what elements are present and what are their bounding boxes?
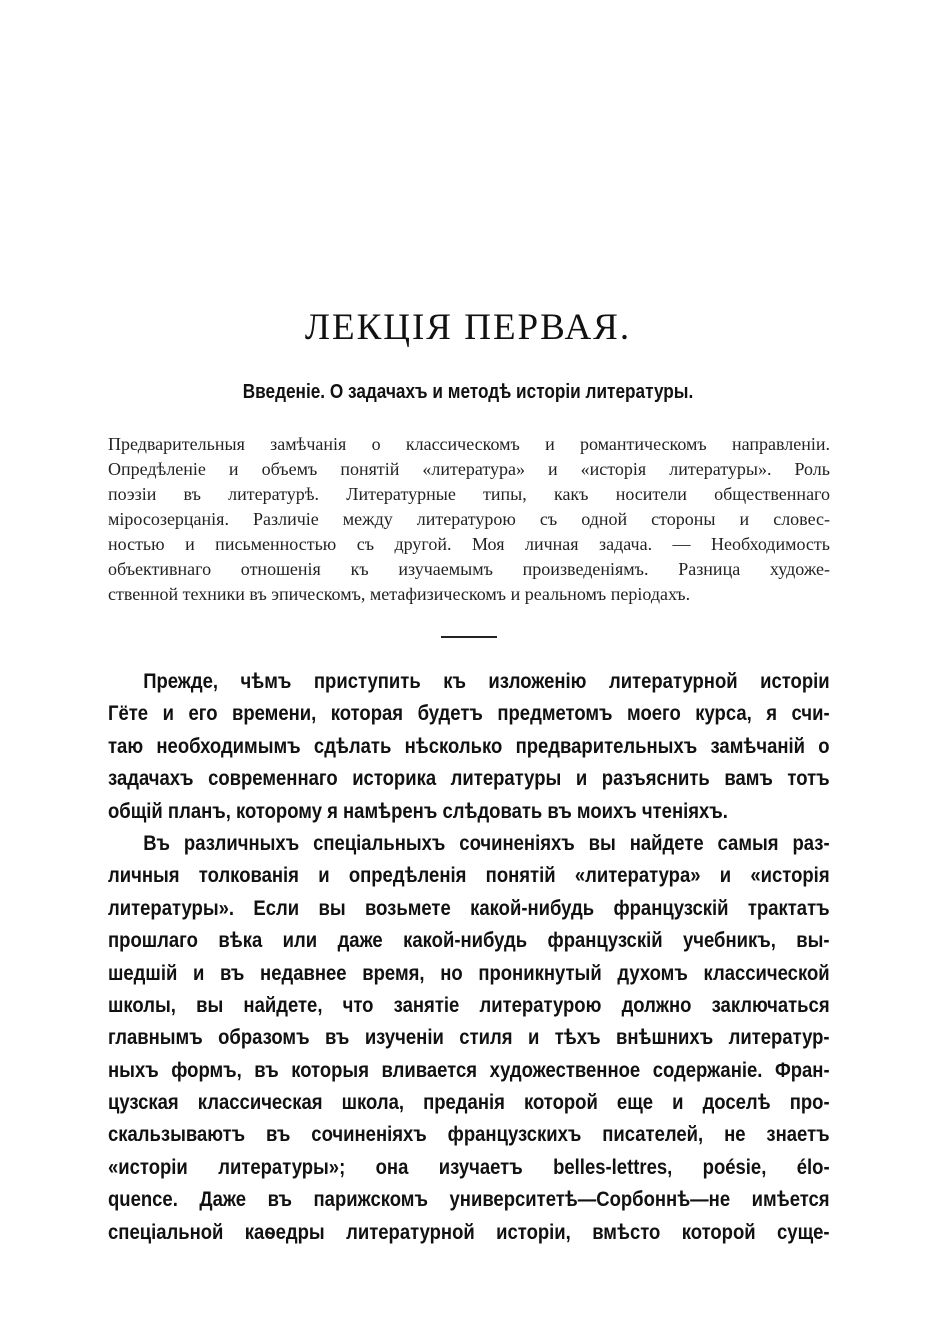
body-line: шедшій и въ недавнее время, но проникнутый духомъ классической (108, 961, 830, 985)
body-line: школы, вы найдете, что занятіе литературою должно заключаться (108, 993, 830, 1017)
summary-line: ностью и письменностью съ другой. Моя личная задача. — Необходимость (108, 534, 830, 554)
summary-line: объективнаго отношенія къ изучаемымъ произведеніямъ. Разница художе- (108, 559, 830, 579)
body-line: Въ различныхъ спеціальныхъ сочиненіяхъ вы найдете самыя раз- (143, 831, 830, 855)
summary-line: Предварительныя замѣчанія о классическомъ и романтическомъ направленіи. (108, 434, 830, 454)
body-line: скальзываютъ въ сочиненіяхъ французскихъ писателей, не знаетъ (108, 1123, 830, 1147)
summary-line: Опредѣленіе и объемъ понятій «литература» и «исторія литературы». Роль (108, 459, 830, 479)
body-text (108, 666, 830, 1249)
body-line: quence. Даже въ парижскомъ университетѣ—Сорбоннѣ—не имѣется (108, 1188, 830, 1212)
body-line: спеціальной каѳедры литературной исторіи, вмѣсто которой суще- (108, 1220, 830, 1244)
body-line: литературы». Если вы возьмете какой-нибудь французскій трактатъ (108, 896, 830, 920)
body-line: «исторіи литературы»; она изучаетъ belles-lettres, poésie, élo- (108, 1155, 830, 1179)
body-line: цузская классическая школа, преданія которой еще и доселѣ про- (108, 1091, 830, 1115)
summary-line: міросозерцанія. Различіе между литературою съ одной стороны и словес- (108, 509, 830, 529)
body-line: личныя толкованія и опредѣленія понятій «литература» и «исторія (108, 864, 830, 888)
section-divider (441, 636, 497, 638)
lecture-title: ЛЕКЦІЯ ПЕРВАЯ. (304, 307, 632, 348)
summary-line: поэзіи въ литературѣ. Литературные типы, какъ носители общественнаго (108, 484, 830, 504)
body-line: прошлаго вѣка или даже какой-нибудь французскій учебникъ, вы- (108, 929, 830, 953)
body-line: Гёте и его времени, которая будетъ предметомъ моего курса, я счи- (108, 702, 830, 726)
body-line: общій планъ, которому я намѣренъ слѣдовать въ моихъ чтеніяхъ. (108, 799, 728, 823)
body-line: задачахъ современнаго историка литературы и разъяснить вамъ тотъ (108, 767, 830, 791)
body-line: главнымъ образомъ въ изученіи стиля и тѣхъ внѣшнихъ литератур- (108, 1026, 830, 1050)
body-line: ныхъ формъ, въ которыя вливается художественное содержаніе. Фран- (108, 1058, 830, 1082)
summary-line: ственной техники въ эпическомъ, метафизическомъ и реальномъ періодахъ. (108, 584, 691, 604)
body-line: Прежде, чѣмъ приступить къ изложенію литературной исторіи (143, 670, 830, 693)
body-line: таю необходимымъ сдѣлать нѣсколько предварительныхъ замѣчаній о (108, 734, 830, 758)
lecture-subtitle: Введеніе. О задачахъ и методѣ исторіи литературы. (242, 381, 694, 403)
lecture-summary (108, 432, 830, 607)
